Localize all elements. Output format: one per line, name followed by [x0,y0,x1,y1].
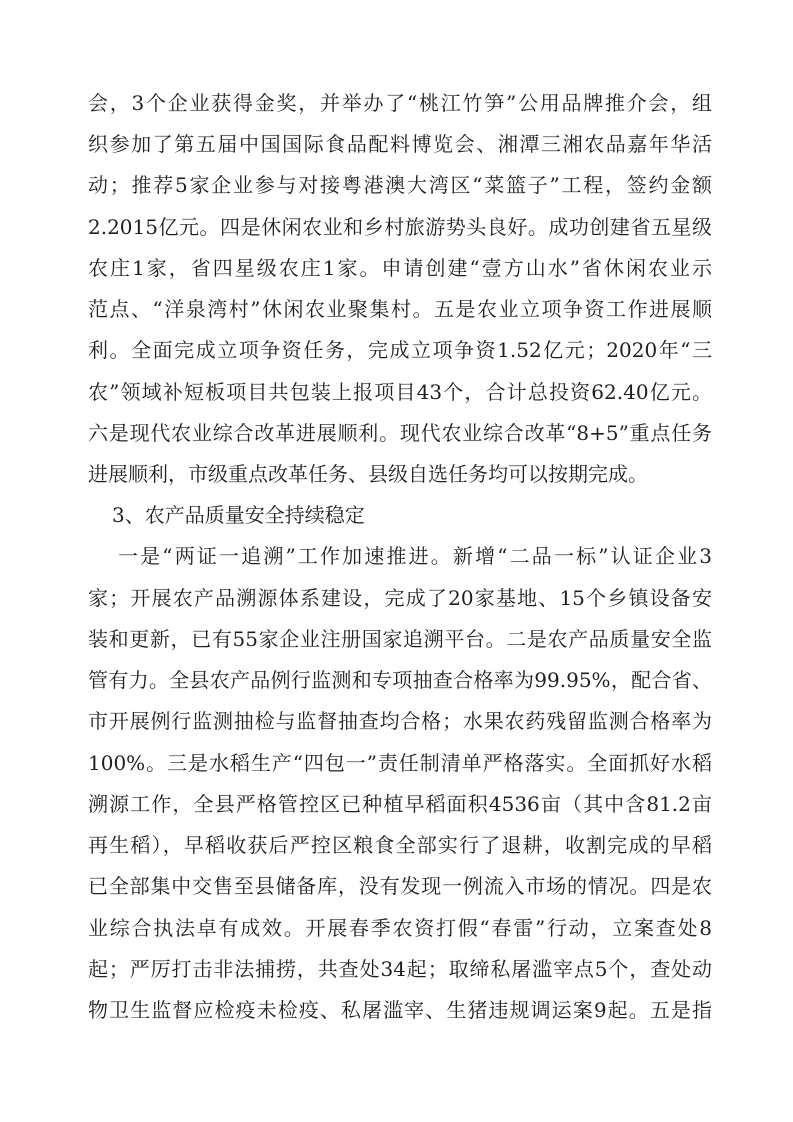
text-line: 一是“两证一追溯”工作加速推进。新增“二品一标”认证企业3 [118,544,712,568]
text-line: 利。全面完成立项争资任务，完成立项争资1.52亿元；2020年“三 [88,338,712,362]
text-line: 六是现代农业综合改革进展顺利。现代农业综合改革“8+5”重点任务 [88,421,712,445]
text-line: 农”领域补短板项目共包装上报项目43个，合计总投资62.40亿元。 [88,380,712,404]
text-line: 家；开展农产品溯源体系建设，完成了20家基地、15个乡镇设备安 [88,586,712,610]
text-line: 物卫生监督应检疫未检疫、私屠滥宰、生猪违规调运案9起。五是指 [88,998,712,1022]
text-line: 管有力。全县农产品例行监测和专项抽查合格率为99.95%，配合省、 [88,668,712,692]
text-line: 农庄1家，省四星级农庄1家。申请创建“壹方山水”省休闲农业示 [88,256,712,280]
text-line: 织参加了第五届中国国际食品配料博览会、湘潭三湘农品嘉年华活 [88,132,712,156]
text-line: 进展顺利，市级重点改革任务、县级自选任务均可以按期完成。 [88,462,648,486]
text-line: 装和更新，已有55家企业注册国家追溯平台。二是农产品质量安全监 [88,627,712,651]
section-heading: 3、农产品质量安全持续稳定 [112,503,365,527]
text-line: 范点、“洋泉湾村”休闲农业聚集村。五是农业立项争资工作进展顺 [88,297,712,321]
text-line: 起；严厉打击非法捕捞，共查处34起；取缔私屠滥宰点5个，查处动 [88,957,712,981]
text-line: 100%。三是水稻生产“四包一”责任制清单严格落实。全面抓好水稻 [88,751,712,775]
text-line: 2.2015亿元。四是休闲农业和乡村旅游势头良好。成功创建省五星级 [88,215,712,239]
text-line: 再生稻），早稻收获后严控区粮食全部实行了退耕，收割完成的早稻 [88,833,712,857]
text-line: 市开展例行监测抽检与监督抽查均合格；水果农药残留监测合格率为 [88,709,712,733]
text-line: 动；推荐5家企业参与对接粤港澳大湾区“菜篮子”工程，签约金额 [88,173,712,197]
text-line: 会，3个企业获得金奖，并举办了“桃江竹笋”公用品牌推介会，组 [88,91,712,115]
text-line: 溯源工作，全县严格管控区已种植早稻面积4536亩（其中含81.2亩 [88,792,712,816]
text-line: 业综合执法卓有成效。开展春季农资打假“春雷”行动，立案查处8 [88,916,712,940]
text-line: 已全部集中交售至县储备库，没有发现一例流入市场的情况。四是农 [88,874,712,898]
